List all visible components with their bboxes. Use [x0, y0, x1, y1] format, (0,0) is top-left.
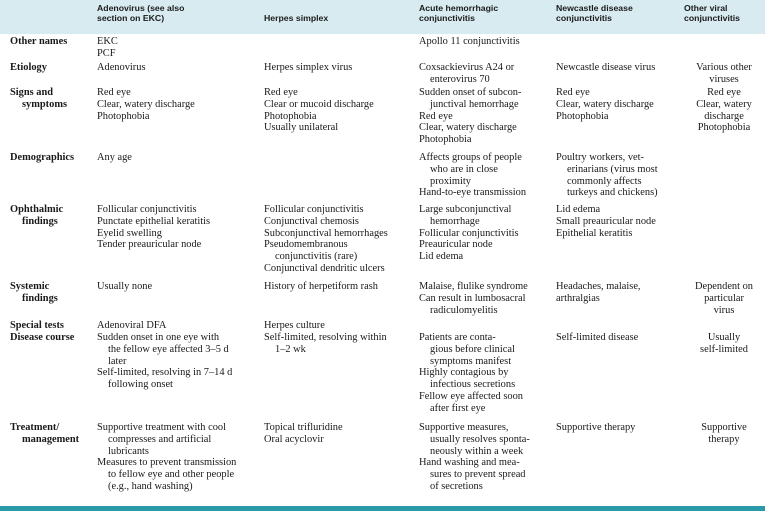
cell-systemic-newcastle-line: arthralgias — [556, 292, 600, 304]
row-label-signs-line: Signs and — [10, 87, 54, 98]
cell-ophthalmic-herpes — [264, 204, 388, 275]
cell-signs-herpes-line: Clear or mucoid discharge — [264, 98, 374, 110]
cell-ophthalmic-adenovirus-line: Punctate epithelial keratitis — [97, 215, 211, 227]
cell-treatment-adenovirus-line: Measures to prevent transmission — [97, 457, 237, 469]
cell-etiology-herpes — [264, 62, 352, 74]
column-header-adenovirus — [97, 3, 184, 23]
cell-signs-newcastle-line: Red eye — [556, 87, 590, 98]
column-header-newcastle-line: Newcastle disease — [556, 3, 633, 13]
cell-systemic-ahc-line: Malaise, flulike syndrome — [419, 281, 528, 292]
cell-disease-course-other-line: self-limited — [700, 343, 748, 355]
cell-disease-course-ahc-line: gious before clinical — [430, 343, 515, 355]
cell-treatment-adenovirus-line: Supportive treatment with cool — [97, 422, 226, 433]
cell-special-tests-herpes-line: Herpes culture — [264, 320, 325, 331]
cell-treatment-ahc-line: neously within a week — [430, 445, 524, 457]
row-label-special-tests — [10, 320, 64, 332]
cell-other-names-ahc — [419, 36, 520, 48]
cell-signs-adenovirus-line: Photophobia — [97, 110, 150, 122]
cell-disease-course-ahc — [419, 332, 523, 415]
row-label-signs-line: symptoms — [22, 98, 68, 110]
cell-systemic-other-line: Dependent on — [695, 281, 753, 292]
cell-etiology-adenovirus-line: Adenovirus — [97, 62, 146, 73]
cell-signs-ahc-line: Clear, watery discharge — [419, 122, 517, 134]
cell-other-names-adenovirus-line: PCF — [97, 47, 116, 59]
row-label-demographics-line: Demographics — [10, 152, 75, 163]
cell-systemic-adenovirus-line: Usually none — [97, 281, 153, 292]
cell-disease-course-herpes — [264, 332, 387, 356]
cell-signs-other-line: discharge — [704, 110, 744, 122]
cell-signs-other — [684, 87, 764, 134]
cell-demographics-ahc — [419, 152, 526, 199]
cell-demographics-newcastle-line: erinarians (virus most — [567, 163, 658, 175]
cell-treatment-ahc-line: Supportive measures, — [419, 422, 509, 433]
cell-signs-newcastle-line: Photophobia — [556, 110, 609, 122]
cell-systemic-other — [684, 281, 764, 316]
cell-signs-adenovirus-line: Clear, watery discharge — [97, 98, 195, 110]
row-label-systemic-line: Systemic — [10, 281, 50, 292]
cell-systemic-ahc — [419, 281, 528, 316]
cell-signs-herpes-line: Usually unilateral — [264, 122, 339, 134]
cell-demographics-ahc-line: Hand-to-eye transmission — [419, 187, 527, 199]
cell-disease-course-herpes-line: Self-limited, resolving within — [264, 332, 387, 343]
cell-signs-herpes — [264, 87, 374, 134]
cell-signs-adenovirus-line: Red eye — [97, 87, 131, 98]
cell-ophthalmic-newcastle-line: Lid edema — [556, 204, 601, 215]
cell-demographics-ahc-line: who are in close — [430, 163, 498, 175]
cell-treatment-ahc-line: usually resolves sponta- — [430, 433, 530, 445]
row-label-other-names-line: Other names — [10, 36, 68, 47]
cell-ophthalmic-ahc — [419, 204, 519, 263]
cell-ophthalmic-newcastle — [556, 204, 656, 239]
column-header-newcastle — [556, 3, 633, 23]
column-header-ahc-line: conjunctivitis — [419, 13, 475, 23]
cell-demographics-adenovirus — [97, 152, 132, 164]
cell-ophthalmic-adenovirus-line: Follicular conjunctivitis — [97, 204, 197, 215]
cell-signs-ahc-line: Red eye — [419, 110, 453, 122]
column-header-newcastle-line: conjunctivitis — [556, 13, 612, 23]
cell-systemic-other-line: virus — [713, 304, 735, 316]
cell-signs-other-line: Clear, watery — [696, 98, 752, 110]
cell-ophthalmic-adenovirus-line: Eyelid swelling — [97, 227, 162, 239]
row-label-disease-course — [10, 332, 74, 344]
cell-signs-adenovirus — [97, 87, 195, 122]
column-header-other-line: conjunctivitis — [684, 13, 740, 23]
row-label-special-tests-line: Special tests — [10, 320, 64, 331]
row-label-etiology-line: Etiology — [10, 62, 47, 73]
cell-ophthalmic-adenovirus — [97, 204, 210, 251]
cell-ophthalmic-herpes-line: conjunctivitis (rare) — [275, 251, 358, 263]
cell-disease-course-adenovirus-line: later — [108, 355, 127, 367]
table-bottom-rule — [0, 506, 765, 511]
row-label-signs — [10, 87, 67, 111]
row-label-systemic — [10, 281, 58, 305]
cell-disease-course-ahc-line: Fellow eye affected soon — [419, 390, 523, 402]
cell-treatment-ahc-line: Hand washing and mea- — [419, 457, 520, 469]
cell-signs-herpes-line: Photophobia — [264, 110, 317, 122]
cell-disease-course-ahc-line: symptoms manifest — [430, 355, 512, 367]
cell-treatment-newcastle-line: Supportive therapy — [556, 422, 636, 433]
cell-treatment-other — [684, 422, 764, 446]
cell-disease-course-other-line: Usually — [707, 332, 741, 343]
cell-etiology-newcastle — [556, 62, 655, 74]
cell-systemic-herpes-line: History of herpetiform rash — [264, 281, 378, 292]
cell-signs-ahc-line: Photophobia — [419, 134, 472, 146]
cell-etiology-newcastle-line: Newcastle disease virus — [556, 62, 656, 73]
cell-disease-course-ahc-line: infectious secretions — [430, 379, 516, 391]
cell-systemic-ahc-line: Can result in lumbosacral — [419, 292, 526, 304]
cell-ophthalmic-herpes-line: Follicular conjunctivitis — [264, 204, 364, 215]
column-header-other — [684, 3, 740, 23]
cell-ophthalmic-ahc-line: Large subconjunctival — [419, 204, 512, 215]
cell-treatment-ahc-line: sures to prevent spread — [430, 469, 526, 481]
cell-treatment-newcastle — [556, 422, 635, 434]
cell-systemic-adenovirus — [97, 281, 152, 293]
row-label-other-names — [10, 36, 67, 48]
cell-treatment-ahc — [419, 422, 530, 493]
cell-demographics-ahc-line: Affects groups of people — [419, 152, 522, 163]
cell-disease-course-ahc-line: after first eye — [430, 402, 486, 414]
cell-ophthalmic-newcastle-line: Epithelial keratitis — [556, 227, 633, 239]
row-label-etiology — [10, 62, 47, 74]
cell-demographics-newcastle-line: commonly affects — [567, 175, 642, 187]
cell-signs-other-line: Photophobia — [697, 122, 751, 134]
cell-etiology-other-line: viruses — [709, 73, 739, 85]
cell-treatment-adenovirus-line: to fellow eye and other people — [108, 469, 235, 481]
cell-special-tests-adenovirus-line: Adenoviral DFA — [97, 320, 167, 331]
column-header-adenovirus-line: section on EKC) — [97, 13, 165, 23]
cell-treatment-adenovirus-line: (e.g., hand washing) — [108, 480, 193, 492]
cell-ophthalmic-adenovirus-line: Tender preauricular node — [97, 239, 202, 251]
cell-demographics-newcastle-line: turkeys and chickens) — [567, 187, 658, 199]
cell-etiology-herpes-line: Herpes simplex virus — [264, 62, 353, 73]
cell-etiology-ahc — [419, 62, 514, 86]
cell-signs-newcastle — [556, 87, 654, 122]
column-header-adenovirus-line: Adenovirus (see also — [97, 3, 185, 13]
cell-ophthalmic-herpes-line: Pseudomembranous — [264, 239, 348, 251]
cell-ophthalmic-newcastle-line: Small preauricular node — [556, 215, 656, 227]
column-header-ahc — [419, 3, 498, 23]
cell-disease-course-adenovirus-line: following onset — [108, 379, 173, 391]
cell-ophthalmic-ahc-line: Lid edema — [419, 251, 464, 263]
cell-special-tests-adenovirus — [97, 320, 166, 332]
cell-signs-ahc-line: junctival hemorrhage — [430, 98, 519, 110]
cell-systemic-herpes — [264, 281, 378, 293]
cell-treatment-herpes-line: Oral acyclovir — [264, 433, 324, 445]
row-label-ophthalmic-line: Ophthalmic — [10, 204, 64, 215]
cell-signs-ahc-line: Sudden onset of subcon- — [419, 87, 522, 98]
cell-etiology-adenovirus — [97, 62, 145, 74]
cell-signs-herpes-line: Red eye — [264, 87, 298, 98]
cell-other-names-adenovirus — [97, 36, 118, 60]
row-label-ophthalmic — [10, 204, 63, 228]
cell-etiology-other-line: Various other — [696, 62, 752, 73]
row-label-treatment — [10, 422, 79, 446]
column-header-herpes-line: Herpes simplex — [264, 13, 329, 23]
cell-other-names-adenovirus-line: EKC — [97, 36, 118, 47]
cell-systemic-newcastle-line: Headaches, malaise, — [556, 281, 641, 292]
row-label-treatment-line: Treatment/ — [10, 422, 60, 433]
cell-other-names-ahc-line: Apollo 11 conjunctivitis — [419, 36, 520, 47]
cell-systemic-other-line: particular — [704, 292, 744, 304]
cell-etiology-ahc-line: Coxsackievirus A24 or — [419, 62, 515, 73]
cell-signs-other-line: Red eye — [707, 87, 741, 98]
cell-disease-course-ahc-line: Patients are conta- — [419, 332, 496, 343]
cell-disease-course-newcastle-line: Self-limited disease — [556, 332, 639, 343]
cell-disease-course-herpes-line: 1–2 wk — [275, 343, 306, 355]
cell-treatment-herpes-line: Topical trifluridine — [264, 422, 343, 433]
cell-ophthalmic-ahc-line: Follicular conjunctivitis — [419, 227, 519, 239]
cell-treatment-herpes — [264, 422, 343, 446]
row-label-ophthalmic-line: findings — [22, 215, 58, 227]
cell-treatment-other-line: Supportive — [701, 422, 747, 433]
row-label-systemic-line: findings — [22, 292, 58, 304]
cell-special-tests-herpes — [264, 320, 325, 332]
cell-systemic-newcastle — [556, 281, 641, 305]
cell-disease-course-adenovirus — [97, 332, 232, 391]
cell-treatment-ahc-line: of secretions — [430, 480, 483, 492]
cell-ophthalmic-ahc-line: Preauricular node — [419, 239, 493, 251]
row-label-treatment-line: management — [22, 433, 80, 445]
cell-treatment-other-line: therapy — [708, 433, 740, 445]
cell-demographics-newcastle-line: Poultry workers, vet- — [556, 152, 645, 163]
cell-demographics-newcastle — [556, 152, 658, 199]
column-header-ahc-line: Acute hemorrhagic — [419, 3, 499, 13]
row-label-disease-course-line: Disease course — [10, 332, 75, 343]
column-header-other-line: Other viral — [684, 3, 728, 13]
cell-ophthalmic-herpes-line: Conjunctival chemosis — [264, 215, 359, 227]
cell-disease-course-newcastle — [556, 332, 638, 344]
cell-ophthalmic-herpes-line: Conjunctival dendritic ulcers — [264, 262, 385, 274]
cell-disease-course-other — [684, 332, 764, 356]
cell-systemic-ahc-line: radiculomyelitis — [430, 304, 498, 316]
row-label-demographics — [10, 152, 74, 164]
cell-disease-course-adenovirus-line: Sudden onset in one eye with — [97, 332, 220, 343]
cell-signs-ahc — [419, 87, 521, 146]
cell-disease-course-adenovirus-line: Self-limited, resolving in 7–14 d — [97, 367, 233, 379]
column-header-herpes — [264, 13, 328, 23]
cell-etiology-ahc-line: enterovirus 70 — [430, 73, 490, 85]
cell-disease-course-adenovirus-line: the fellow eye affected 3–5 d — [108, 343, 229, 355]
cell-signs-newcastle-line: Clear, watery discharge — [556, 98, 654, 110]
cell-demographics-adenovirus-line: Any age — [97, 152, 132, 163]
cell-treatment-adenovirus-line: lubricants — [108, 445, 149, 457]
cell-treatment-adenovirus-line: compresses and artificial — [108, 433, 212, 445]
cell-ophthalmic-herpes-line: Subconjunctival hemorrhages — [264, 227, 388, 239]
cell-demographics-ahc-line: proximity — [430, 175, 471, 187]
cell-etiology-other — [684, 62, 764, 86]
cell-treatment-adenovirus — [97, 422, 236, 493]
cell-disease-course-ahc-line: Highly contagious by — [419, 367, 509, 379]
cell-ophthalmic-ahc-line: hemorrhage — [430, 215, 480, 227]
